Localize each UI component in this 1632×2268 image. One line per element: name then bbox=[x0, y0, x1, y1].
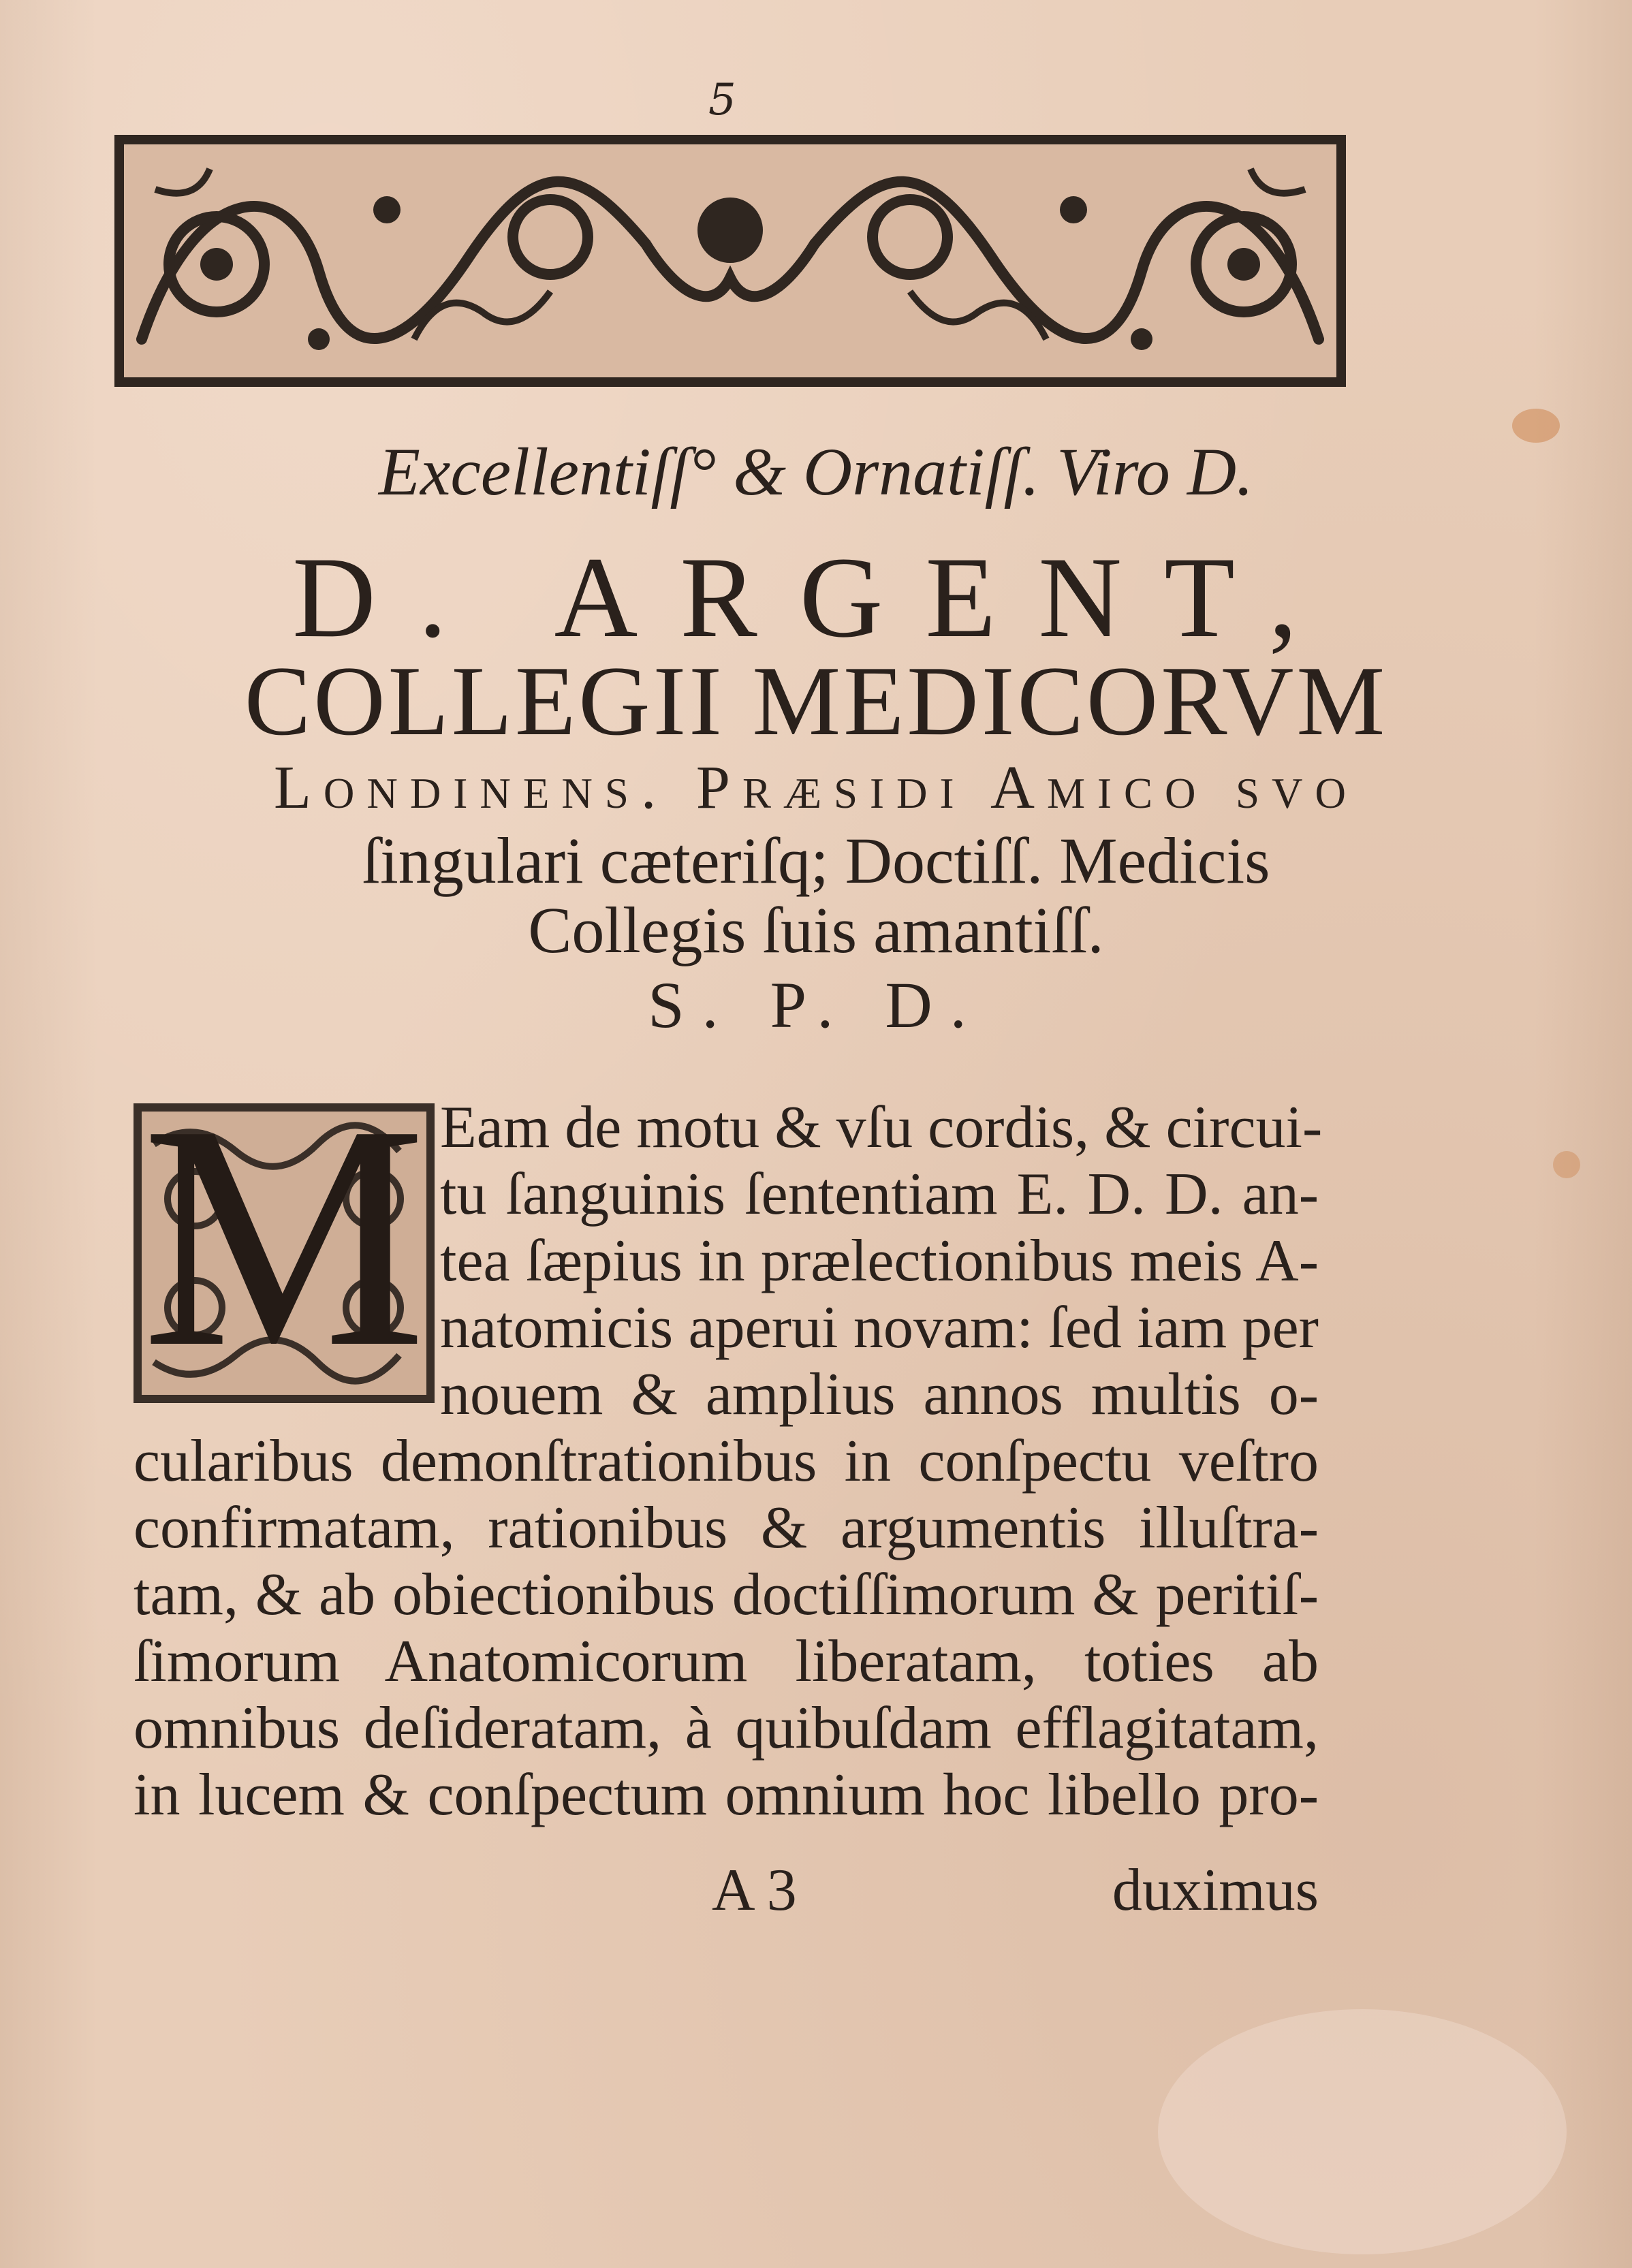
text-line: tam, & ab obiectionibus doctiſſimorum & peritiſ- bbox=[134, 1562, 1319, 1628]
paper-stain bbox=[1158, 2009, 1567, 2254]
page-number: 5 bbox=[708, 75, 736, 125]
signature-mark: A 3 bbox=[712, 1857, 797, 1923]
initial-letter: M bbox=[142, 1058, 426, 1413]
dedication-college: COLLEGII MEDICORVM bbox=[244, 646, 1388, 756]
dedication-name: D. ARGENT, bbox=[292, 533, 1340, 661]
salutation: S. P. D. bbox=[648, 968, 984, 1041]
dedication-line-5: ſingulari cæteriſq; Doctiſſ. Medicis bbox=[362, 824, 1270, 897]
catchword: duximus bbox=[1112, 1857, 1319, 1923]
text-line: nouem & amplius annos multis o- bbox=[440, 1361, 1319, 1428]
decorated-initial bbox=[134, 1058, 435, 1413]
paper-stain bbox=[1553, 1151, 1580, 1178]
text-line: omnibus deſideratam, à quibuſdam efflagitatam, bbox=[134, 1695, 1319, 1761]
dedication-line-1: Excellentiſſ° & Ornatiſſ. Viro D. bbox=[378, 434, 1254, 509]
text-line: tu ſanguinis ſententiam E. D. D. an- bbox=[440, 1161, 1319, 1227]
dedication-line-4: Londinens. Præsidi Amico svo bbox=[273, 754, 1359, 821]
text-line: natomicis aperui novam: ſed iam per bbox=[440, 1295, 1319, 1361]
text-line: tea ſæpius in prælectionibus meis A- bbox=[440, 1228, 1319, 1294]
text-line: in lucem & conſpectum omnium hoc libello pro- bbox=[134, 1762, 1319, 1828]
text-line: Eam de motu & vſu cordis, & circui- bbox=[440, 1094, 1323, 1161]
dedication-line-6: Collegis ſuis amantiſſ. bbox=[528, 894, 1104, 966]
text-line: ſimorum Anatomicorum liberatam, toties ab bbox=[134, 1628, 1319, 1695]
text-line: confirmatam, rationibus & argumentis illuſtra- bbox=[134, 1495, 1319, 1561]
ornamental-headpiece bbox=[114, 135, 1346, 387]
text-line: cularibus demonſtrationibus in conſpectu veſtro bbox=[134, 1428, 1319, 1494]
